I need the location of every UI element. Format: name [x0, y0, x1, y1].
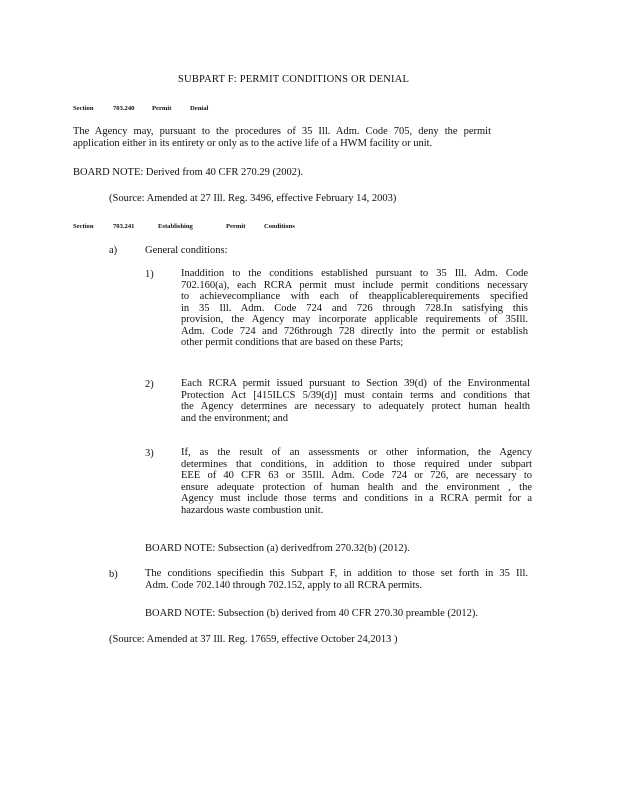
text-line: 702.160(a), each RCRA permit must include permit conditions necessary [181, 279, 528, 291]
section-heading-word: Establishing [158, 223, 193, 230]
text-line: Adm. Code 702.140 through 702.152, apply to all RCRA permits. [145, 579, 423, 591]
section-heading-word: Permit [152, 105, 172, 112]
text-line: Each RCRA permit issued pursuant to Section 39(d) of the Environmental [181, 378, 530, 389]
text-line: ensure adequate protection of human health and the environment , the [181, 481, 532, 493]
subsection-label-b: b) [109, 569, 118, 580]
subsection-text-b [145, 568, 528, 591]
text-line: other permit conditions that are based on these Parts; [181, 337, 404, 348]
subsection-heading: General conditions: [145, 245, 228, 256]
item-label-3: 3) [145, 448, 154, 459]
board-note: BOARD NOTE: Subsection (a) derivedfrom 270.32(b) (2012). [145, 543, 410, 554]
board-note: BOARD NOTE: Subsection (b) derived from 40 CFR 270.30 preamble (2012). [145, 608, 479, 619]
text-line: The conditions specifiedin this Subpart F, in addition to those set forth in 35 Ill. [145, 568, 528, 579]
source-note: (Source: Amended at 37 Ill. Reg. 17659, effective October 24,2013 ) [109, 634, 398, 645]
item-label-2: 2) [145, 379, 154, 390]
item-text-3 [181, 447, 532, 516]
paragraph-denial [73, 126, 491, 149]
item-text-1 [181, 268, 528, 349]
text-line: Inaddition to the conditions established pursuant to 35 Ill. Adm. Code [181, 268, 528, 279]
text-line: the Agency determines are necessary to adequately protect human health [181, 401, 530, 412]
text-line: If, as the result of an assessments or other information, the Agency [181, 447, 532, 458]
text-line: application either in its entirety or only as to the active life of a HWM facility or unit. [73, 137, 433, 149]
text-line: and the environment; and [181, 412, 289, 424]
section-number: 703.240 [113, 105, 135, 112]
text-line: to achievecompliance with each of theapplicablerequirements specified [181, 291, 528, 302]
item-text-2 [181, 378, 530, 424]
section-label: Section [73, 223, 94, 230]
text-line: Protection Act [415ILCS 5/39(d)] must contain terms and conditions that [181, 389, 530, 401]
section-number: 703.241 [113, 223, 135, 230]
text-line: Adm. Code 724 and 726through 728 directly into the permit or establish [181, 325, 528, 337]
text-line: provision, the Agency may incorporate applicable requirements of 35Ill. [181, 314, 528, 325]
section-heading-word: Conditions [264, 223, 295, 230]
text-line: EEE of 40 CFR 63 or 35Ill. Adm. Code 724 or 726, are necessary to [181, 470, 532, 481]
text-line: in 35 Ill. Adm. Code 724 and 726 through 728.In satisfying this [181, 302, 528, 314]
item-label-1: 1) [145, 269, 154, 280]
subsection-label-a: a) [109, 245, 118, 256]
source-note: (Source: Amended at 27 Ill. Reg. 3496, effective February 14, 2003) [109, 193, 397, 204]
text-line: hazardous waste combustion unit. [181, 504, 324, 516]
subpart-title: SUBPART F: PERMIT CONDITIONS OR DENIAL [178, 74, 410, 85]
text-line: Agency must include those terms and conditions in a RCRA permit for a [181, 493, 532, 504]
section-heading-word: Denial [190, 105, 209, 112]
section-heading-word: Permit [226, 223, 246, 230]
board-note: BOARD NOTE: Derived from 40 CFR 270.29 (2002). [73, 167, 304, 178]
text-line: determines that conditions, in addition to those required under subpart [181, 458, 532, 470]
text-line: The Agency may, pursuant to the procedures of 35 Ill. Adm. Code 705, deny the permit [73, 126, 491, 137]
section-label: Section [73, 105, 94, 112]
